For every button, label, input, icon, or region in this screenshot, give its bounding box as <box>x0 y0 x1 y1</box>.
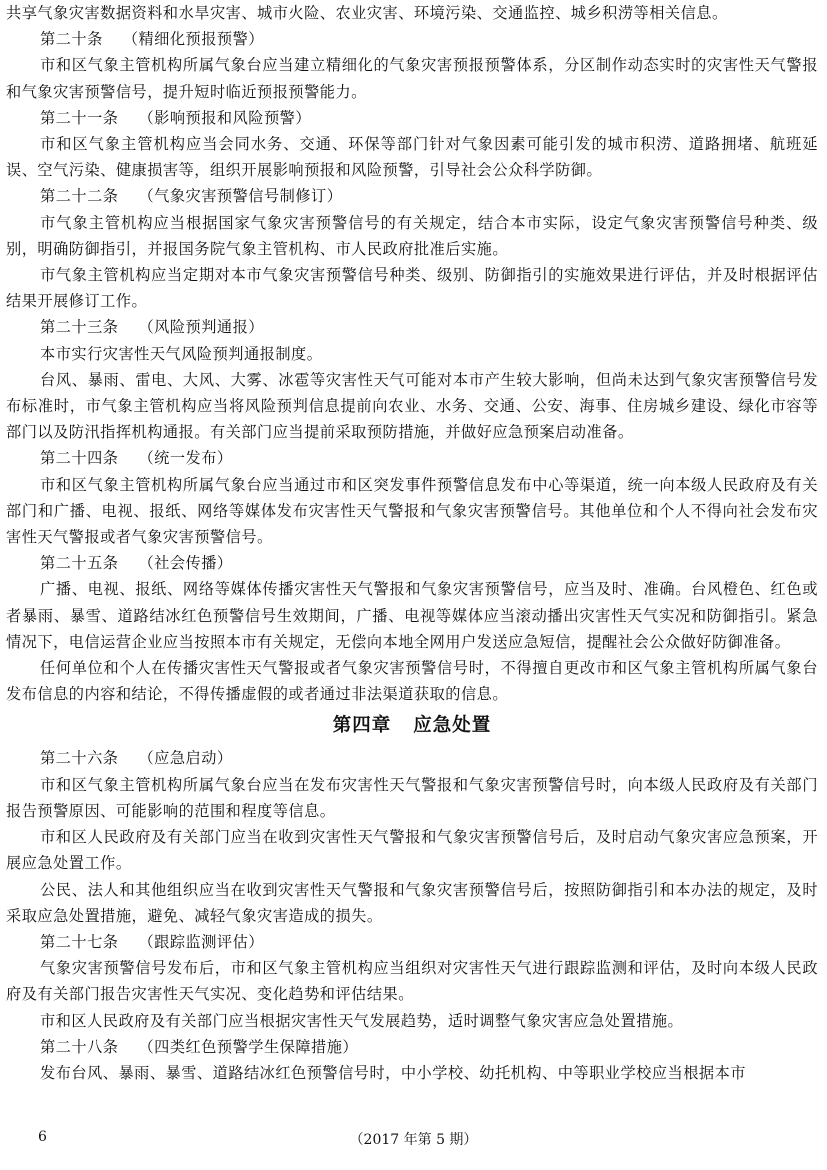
paragraph: 广播、电视、报纸、网络等媒体传播灾害性天气警报和气象灾害预警信号，应当及时、准确。台风橙色、红色或者暴雨、暴雪、道路结冰红色预警信号生效期间，广播、电视等媒体应当滚动播出灾害性天气实况和防御指引。紧急情况下，电信运营企业应当按照本市有关规定，无偿向本地全网用户发送应急短信，提醒社会公众做好防御准备。 <box>6 580 818 651</box>
page-footer <box>0 1129 827 1153</box>
article-subject: （统一发布） <box>138 449 233 468</box>
paragraph: 市和区气象主管机构所属气象台应当通过市和区突发事件预警信息发布中心等渠道，统一向本级人民政府及有关部门和广播、电视、报纸、网络等媒体发布灾害性天气警报和气象灾害预警信号。其他单位和个人不得向社会发布灾害性天气警报或者气象灾害预警信号。 <box>6 475 818 547</box>
paragraph: 气象灾害预警信号发布后，市和区气象主管机构应当组织对灾害性天气进行跟踪监测和评估，及时向本级人民政府及有关部门报告灾害性天气实况、变化趋势和评估结果。 <box>6 959 818 1004</box>
article-number: 第二十八条 <box>40 1037 119 1056</box>
paragraph: 市和区人民政府及有关部门应当在收到灾害性天气警报和气象灾害预警信号后，及时启动气象灾害应急预案，开展应急处置工作。 <box>6 828 818 873</box>
paragraph: 发布台风、暴雨、暴雪、道路结冰红色预警信号时，中小学校、幼托机构、中等职业学校应当根据本市 <box>40 1063 746 1082</box>
article-number: 第二十四条 <box>40 449 119 468</box>
paragraph: 台风、暴雨、雷电、大风、大雾、冰雹等灾害性天气可能对本市产生较大影响，但尚未达到气象灾害预警信号发布标准时，市气象主管机构应当将风险预判信息提前向农业、水务、交通、公安、海事、住房城乡建设、绿化市容等部门以及防汛指挥机构通报。有关部门应当提前采取预防措施，并做好应急预案启动准备。 <box>6 370 818 442</box>
chapter-name: 应急处置 <box>413 715 492 737</box>
page-body <box>6 0 818 1086</box>
article-heading <box>6 105 818 131</box>
article-number: 第二十五条 <box>40 554 119 573</box>
article-subject: （气象灾害预警信号制修订） <box>138 187 343 206</box>
article-subject: （应急启动） <box>138 749 233 768</box>
article-number: 第二十条 <box>40 30 103 49</box>
paragraph: 任何单位和个人在传播灾害性天气警报或者气象灾害预警信号时，不得擅自更改市和区气象主管机构所属气象台发布信息的内容和结论，不得传播虚假的或者通过非法渠道获取的信息。 <box>6 659 818 704</box>
paragraph: 市和区人民政府及有关部门应当根据灾害性天气发展趋势，适时调整气象灾害应急处置措施。 <box>40 1011 684 1030</box>
article-subject: （四类红色预警学生保障措施） <box>138 1037 359 1056</box>
article-heading <box>6 314 818 340</box>
paragraph: 市气象主管机构应当定期对本市气象灾害预警信号种类、级别、防御指引的实施效果进行评估，并及时根据评估结果开展修订工作。 <box>6 266 818 311</box>
article-number: 第二十三条 <box>40 318 119 337</box>
article-subject: （社会传播） <box>138 554 233 573</box>
paragraph: 市和区气象主管机构应当会同水务、交通、环保等部门针对气象因素可能引发的城市积涝、道路拥堵、航班延误、空气污染、健康损害等，组织开展影响预报和风险预警，引导社会公众科学防御。 <box>6 135 818 180</box>
issue-label: （2017 年第 5 期） <box>349 1132 478 1148</box>
article-subject: （影响预报和风险预警） <box>138 108 311 127</box>
article-heading <box>6 929 818 955</box>
article-heading <box>6 745 818 771</box>
article-number: 第二十七条 <box>40 932 119 951</box>
article-heading <box>6 26 818 52</box>
article-subject: （跟踪监测评估） <box>138 932 264 951</box>
article-heading <box>6 445 818 471</box>
article-number: 第二十二条 <box>40 187 119 206</box>
paragraph: 公民、法人和其他组织应当在收到灾害性天气警报和气象灾害预警信号后，按照防御指引和本办法的规定，及时采取应急处置措施，避免、减轻气象灾害造成的损失。 <box>6 880 818 925</box>
article-heading <box>6 550 818 576</box>
article-heading <box>6 183 818 209</box>
paragraph: 本市实行灾害性天气风险预判通报制度。 <box>40 344 323 363</box>
paragraph: 共享气象灾害数据资料和水旱灾害、城市火险、农业灾害、环境污染、交通监控、城乡积涝等相关信息。 <box>6 4 728 22</box>
chapter-number: 第四章 <box>332 715 392 737</box>
article-subject: （精细化预报预警） <box>122 30 264 49</box>
article-subject: （风险预判通报） <box>138 318 264 337</box>
article-number: 第二十六条 <box>40 749 119 768</box>
article-heading <box>6 1034 818 1060</box>
paragraph: 市气象主管机构应当根据国家气象灾害预警信号的有关规定，结合本市实际，设定气象灾害预警信号种类、级别，明确防御指引，并报国务院气象主管机构、市人民政府批准后实施。 <box>6 213 818 258</box>
paragraph: 市和区气象主管机构所属气象台应当建立精细化的气象灾害预报预警体系，分区制作动态实时的灾害性天气警报和气象灾害预警信号，提升短时临近预报预警能力。 <box>6 56 818 101</box>
article-number: 第二十一条 <box>40 108 119 127</box>
chapter-title <box>6 707 818 745</box>
paragraph: 市和区气象主管机构所属气象台应当在发布灾害性天气警报和气象灾害预警信号时，向本级人民政府及有关部门报告预警原因、可能影响的范围和程度等信息。 <box>6 775 818 820</box>
page-number: 6 <box>38 1129 47 1145</box>
